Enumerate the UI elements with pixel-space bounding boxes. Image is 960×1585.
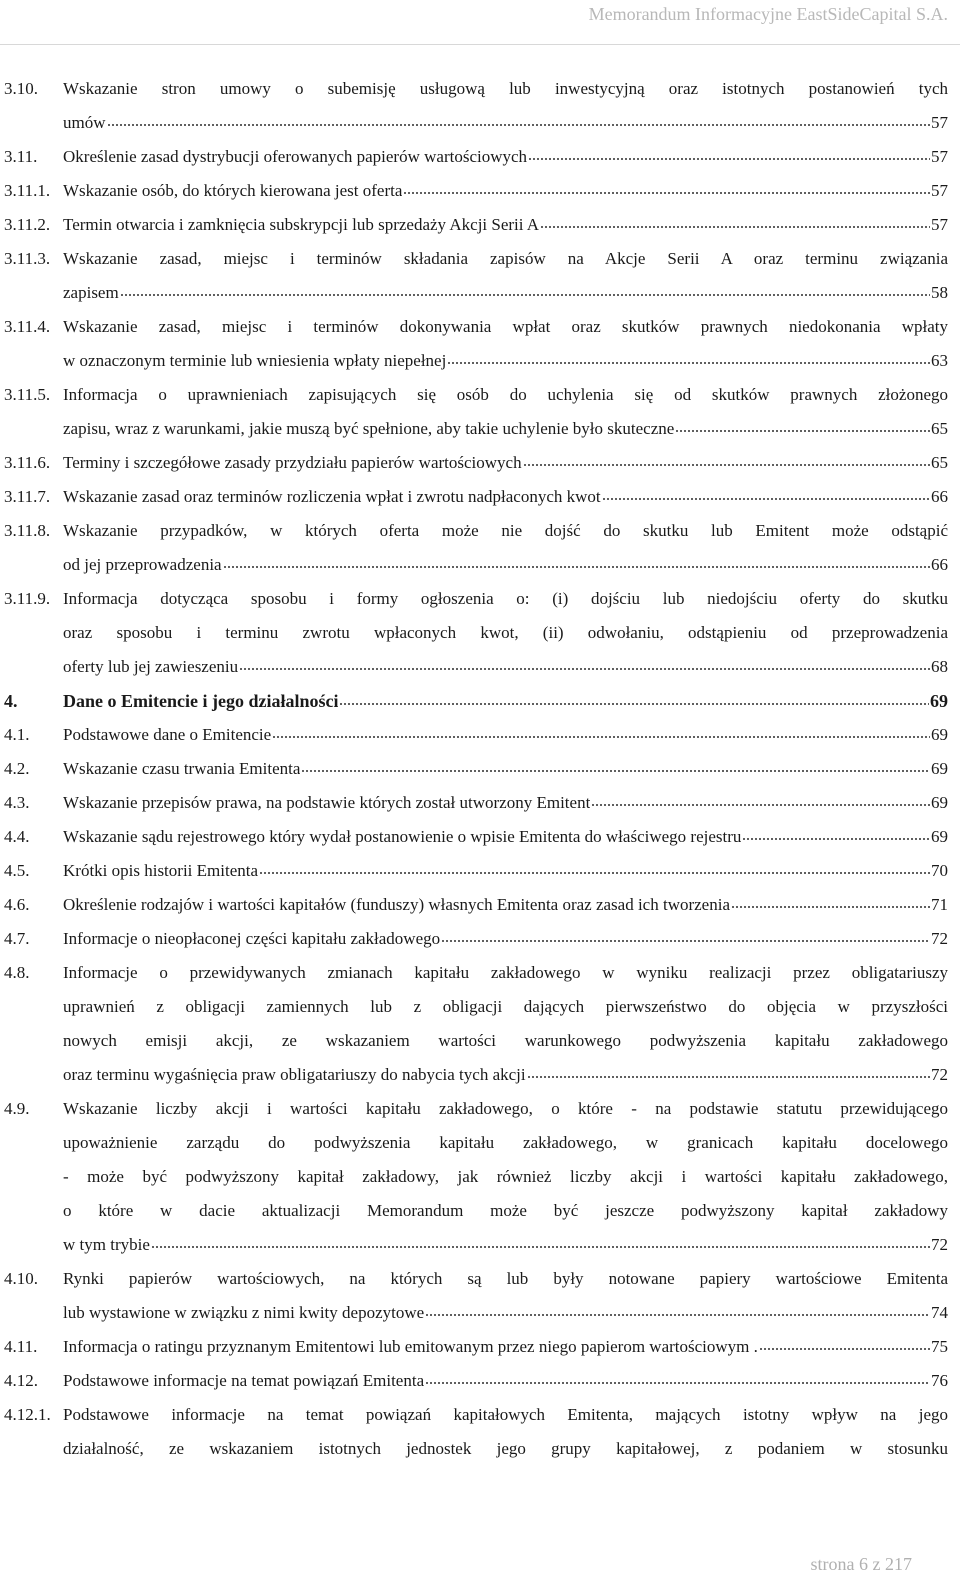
toc-entry-last-line — [63, 140, 948, 174]
dot-leader — [527, 1063, 930, 1080]
toc-entry-number: 3.11.4. — [4, 317, 51, 336]
toc-entry-title: - może być podwyższony kapitał zakładowy, jak również liczby akcji i wartości kapitału zakładowego, — [63, 1167, 948, 1186]
toc-page-number: 69 — [931, 725, 948, 744]
toc-entry[interactable] — [4, 922, 948, 956]
dot-leader — [441, 927, 930, 944]
toc-entry-last-line — [63, 650, 948, 684]
page-number: strona 6 z 217 — [810, 1554, 912, 1574]
toc-entry-number: 3.11.6. — [4, 453, 51, 472]
toc-entry[interactable] — [4, 956, 948, 1092]
toc-entry[interactable] — [4, 140, 948, 174]
toc-entry-number: 4.4. — [4, 827, 30, 846]
toc-entry[interactable] — [4, 684, 948, 718]
toc-entry-body — [63, 140, 948, 174]
toc-entry-title: Rynki papierów wartościowych, na których są lub były notowane papiery wartościowe Emitenta — [63, 1269, 948, 1288]
toc-page-number: 75 — [931, 1337, 948, 1356]
toc-entry-body — [63, 446, 948, 480]
toc-page-number: 72 — [931, 1235, 948, 1254]
toc-entry-title: Określenie rodzajów i wartości kapitałów (funduszy) własnych Emitenta oraz zasad ich tworzenia — [63, 895, 731, 914]
toc-entry-last-line — [63, 718, 948, 752]
toc-entry[interactable] — [4, 208, 948, 242]
toc-entry-title: Krótki opis historii Emitenta — [63, 861, 259, 880]
toc-page-number: 71 — [931, 895, 948, 914]
toc-entry-title: Podstawowe informacje na temat powiązań kapitałowych Emitenta, mających istotny wpływ na jego — [63, 1405, 948, 1424]
toc-entry[interactable] — [4, 582, 948, 684]
toc-entry[interactable] — [4, 1092, 948, 1262]
toc-entry-number: 3.11.2. — [4, 215, 51, 234]
toc-entry-title: Wskazanie zasad, miejsc i terminów składania zapisów na Akcje Serii A oraz terminu związania — [63, 249, 948, 268]
toc-entry[interactable] — [4, 242, 948, 310]
toc-entry-number: 4.8. — [4, 963, 30, 982]
toc-page-number: 69 — [931, 827, 948, 846]
toc-entry-number: 4.2. — [4, 759, 30, 778]
toc-entry-title: Wskazanie osób, do których kierowana jest oferta — [63, 181, 403, 200]
toc-entry[interactable] — [4, 174, 948, 208]
toc-entry-title: zapisem — [63, 283, 119, 302]
toc-entry-number: 4.9. — [4, 1099, 30, 1118]
toc-entry-last-line — [63, 1058, 948, 1092]
toc-entry-title: Informacja o ratingu przyznanym Emitentowi lub emitowanym przez niego papierom wartościowym . — [63, 1337, 758, 1356]
toc-entry-number: 4.12. — [4, 1371, 38, 1390]
toc-entry-last-line — [63, 820, 948, 854]
toc-entry-title: Informacje o nieopłaconej części kapitału zakładowego — [63, 929, 441, 948]
toc-entry-last-line — [63, 752, 948, 786]
toc-entry-number: 3.11.1. — [4, 181, 51, 200]
toc-entry-body — [63, 888, 948, 922]
toc-entry-number: 3.11.7. — [4, 487, 51, 506]
toc-entry-title: oferty lub jej zawieszeniu — [63, 657, 239, 676]
dot-leader — [675, 417, 930, 434]
toc-page-number: 70 — [931, 861, 948, 880]
toc-entry-body — [63, 174, 948, 208]
toc-entry[interactable] — [4, 1364, 948, 1398]
toc-entry-body — [63, 480, 948, 514]
toc-entry[interactable] — [4, 1262, 948, 1330]
toc-entry-body — [63, 1364, 948, 1398]
toc-entry[interactable] — [4, 72, 948, 140]
toc-page-number: 66 — [931, 487, 948, 506]
toc-entry-body — [63, 820, 948, 854]
toc-entry-body — [63, 786, 948, 820]
toc-page-number: 74 — [931, 1303, 948, 1322]
toc-page-number: 58 — [931, 283, 948, 302]
dot-leader — [339, 689, 929, 707]
toc-entry[interactable] — [4, 718, 948, 752]
toc-entry-title: Dane o Emitencie i jego działalności — [63, 691, 339, 711]
toc-entry-title: zapisu, wraz z warunkami, jakie muszą być spełnione, aby takie uchylenie było skuteczne — [63, 419, 675, 438]
toc-entry-body — [63, 72, 948, 140]
toc-entry-last-line — [63, 412, 948, 446]
toc-entry[interactable] — [4, 480, 948, 514]
toc-page-number: 69 — [931, 759, 948, 778]
toc-entry-title: Podstawowe informacje na temat powiązań Emitenta — [63, 1371, 425, 1390]
toc-entry-last-line — [63, 1364, 948, 1398]
toc-entry-body — [63, 310, 948, 378]
toc-entry-title: Podstawowe dane o Emitencie — [63, 725, 272, 744]
toc-entry-last-line — [63, 1330, 948, 1364]
toc-entry-title: Wskazanie liczby akcji i wartości kapitału zakładowego, o które - na podstawie statutu przewidującego — [63, 1099, 948, 1118]
toc-entry-last-line — [63, 174, 948, 208]
toc-entry-title: Termin otwarcia i zamknięcia subskrypcji lub sprzedaży Akcji Serii A — [63, 215, 540, 234]
toc-page-number: 57 — [931, 181, 948, 200]
toc-entry-title: Wskazanie sądu rejestrowego który wydał postanowienie o wpisie Emitenta do właściwego rejestru — [63, 827, 742, 846]
toc-entry-last-line — [63, 106, 948, 140]
toc-entry-number: 3.11.3. — [4, 249, 51, 268]
toc-page-number: 63 — [931, 351, 948, 370]
toc-page-number: 69 — [930, 691, 948, 711]
toc-entry-number: 3.11.8. — [4, 521, 51, 540]
toc-entry-title: Wskazanie przepisów prawa, na podstawie których został utworzony Emitent — [63, 793, 591, 812]
toc-entry-last-line — [63, 888, 948, 922]
toc-entry-body — [63, 514, 948, 582]
toc-entry-body — [63, 582, 948, 684]
toc-page-number: 57 — [931, 215, 948, 234]
toc-entry-last-line — [63, 344, 948, 378]
dot-leader — [403, 179, 930, 196]
toc-entry-body — [63, 854, 948, 888]
toc-page-number: 65 — [931, 419, 948, 438]
toc-entry-title: Wskazanie zasad, miejsc i terminów dokonywania wpłat oraz skutków prawnych niedokonania wpłaty — [63, 317, 948, 336]
toc-page-number: 69 — [931, 793, 948, 812]
dot-leader — [425, 1301, 930, 1318]
toc-entry-number: 3.11. — [4, 147, 38, 166]
toc-entry-title: uprawnień z obligacji zamiennych lub z obligacji dających pierwszeństwo do objęcia w przyszłości — [63, 997, 948, 1016]
dot-leader — [540, 213, 930, 230]
toc-page-number: 76 — [931, 1371, 948, 1390]
toc-entry[interactable] — [4, 446, 948, 480]
toc-entry-body — [63, 922, 948, 956]
toc-entry[interactable] — [4, 888, 948, 922]
toc-page-number: 66 — [931, 555, 948, 574]
table-of-contents — [4, 72, 948, 1466]
toc-entry-last-line — [63, 548, 948, 582]
toc-entry-title: Określenie zasad dystrybucji oferowanych papierów wartościowych — [63, 147, 528, 166]
dot-leader — [759, 1335, 930, 1352]
dot-leader — [107, 111, 931, 128]
dot-leader — [259, 859, 930, 876]
toc-entry-title: Wskazanie stron umowy o subemisję usługową lub inwestycyjną oraz istotnych postanowień tych — [63, 79, 948, 98]
toc-entry[interactable] — [4, 514, 948, 582]
header-divider — [0, 44, 960, 45]
toc-entry-title: Wskazanie czasu trwania Emitenta — [63, 759, 301, 778]
toc-entry-title: upoważnienie zarządu do podwyższenia kapitału zakładowego, w granicach kapitału docelowego — [63, 1133, 948, 1152]
toc-entry-body — [63, 242, 948, 310]
dot-leader — [523, 451, 930, 468]
dot-leader — [272, 723, 930, 740]
toc-entry-title: oraz terminu wygaśnięcia praw obligatariuszy do nabycia tych akcji — [63, 1065, 526, 1084]
toc-entry-number: 4.11. — [4, 1337, 38, 1356]
toc-entry-title: Wskazanie przypadków, w których oferta może nie dojść do skutku lub Emitent może odstąpić — [63, 521, 948, 540]
dot-leader — [447, 349, 930, 366]
toc-entry-title: nowych emisji akcji, ze wskazaniem wartości warunkowego podwyższenia kapitału zakładowego — [63, 1031, 948, 1050]
toc-entry-body — [63, 1398, 948, 1466]
toc-entry-last-line — [63, 1296, 948, 1330]
toc-page-number: 72 — [931, 929, 948, 948]
toc-entry-number: 4.10. — [4, 1269, 38, 1288]
toc-entry-number: 4.3. — [4, 793, 30, 812]
toc-entry-number: 4. — [4, 691, 18, 711]
toc-entry-title: Informacje o przewidywanych zmianach kapitału zakładowego w wyniku realizacji przez obligatariuszy — [63, 963, 948, 982]
toc-entry-title: Informacja dotycząca sposobu i formy ogłoszenia o: (i) dojściu lub niedojściu oferty do skutku — [63, 589, 948, 608]
toc-entry[interactable] — [4, 786, 948, 820]
toc-entry-number: 4.1. — [4, 725, 30, 744]
toc-entry-last-line — [63, 480, 948, 514]
toc-entry-body — [63, 1262, 948, 1330]
toc-page-number: 57 — [931, 113, 948, 132]
toc-entry-number: 3.11.5. — [4, 385, 51, 404]
toc-entry[interactable] — [4, 378, 948, 446]
toc-entry-title: lub wystawione w związku z nimi kwity depozytowe — [63, 1303, 425, 1322]
toc-entry-number: 3.10. — [4, 79, 38, 98]
toc-entry-body — [63, 378, 948, 446]
dot-leader — [528, 145, 930, 162]
toc-entry-last-line — [63, 446, 948, 480]
toc-entry-title: od jej przeprowadzenia — [63, 555, 222, 574]
toc-entry[interactable] — [4, 854, 948, 888]
toc-entry[interactable] — [4, 752, 948, 786]
dot-leader — [223, 553, 930, 570]
dot-leader — [151, 1233, 930, 1250]
toc-entry-number: 4.6. — [4, 895, 30, 914]
toc-entry-body — [63, 1092, 948, 1262]
dot-leader — [301, 757, 930, 774]
dot-leader — [731, 893, 930, 910]
toc-entry-last-line — [63, 684, 948, 718]
toc-entry-title: działalność, ze wskazaniem istotnych jednostek jego grupy kapitałowej, z podaniem w stosunku — [63, 1439, 948, 1458]
toc-page-number: 57 — [931, 147, 948, 166]
toc-entry-number: 3.11.9. — [4, 589, 51, 608]
dot-leader — [425, 1369, 930, 1386]
toc-entry[interactable] — [4, 1330, 948, 1364]
dot-leader — [602, 485, 930, 502]
toc-entry[interactable] — [4, 1398, 948, 1466]
toc-entry[interactable] — [4, 820, 948, 854]
toc-entry-title: Terminy i szczegółowe zasady przydziału papierów wartościowych — [63, 453, 522, 472]
toc-entry-last-line — [63, 854, 948, 888]
toc-entry-title: o które w dacie aktualizacji Memorandum może być jeszcze podwyższony kapitał zakładowy — [63, 1201, 948, 1220]
dot-leader — [742, 825, 930, 842]
toc-entry-body — [63, 752, 948, 786]
toc-entry-last-line — [63, 922, 948, 956]
toc-page-number: 68 — [931, 657, 948, 676]
toc-entry[interactable] — [4, 310, 948, 378]
toc-entry-title: Wskazanie zasad oraz terminów rozliczenia wpłat i zwrotu nadpłaconych kwot — [63, 487, 601, 506]
dot-leader — [591, 791, 930, 808]
toc-page-number: 65 — [931, 453, 948, 472]
toc-entry-body — [63, 718, 948, 752]
toc-entry-body — [63, 208, 948, 242]
toc-entry-title: Informacja o uprawnieniach zapisujących się osób do uchylenia się od skutków prawnych złożonego — [63, 385, 948, 404]
dot-leader — [239, 655, 930, 672]
toc-entry-last-line — [63, 786, 948, 820]
toc-entry-number: 4.12.1. — [4, 1405, 51, 1424]
toc-entry-last-line — [63, 208, 948, 242]
dot-leader — [120, 281, 930, 298]
toc-entry-body — [63, 684, 948, 718]
toc-entry-number: 4.7. — [4, 929, 30, 948]
toc-entry-title: w oznaczonym terminie lub wniesienia wpłaty niepełnej — [63, 351, 447, 370]
toc-entry-number: 4.5. — [4, 861, 30, 880]
toc-entry-body — [63, 956, 948, 1092]
toc-page-number: 72 — [931, 1065, 948, 1084]
toc-entry-title: oraz sposobu i terminu zwrotu wpłaconych kwot, (ii) odwołaniu, odstąpieniu od przeprowadzenia — [63, 623, 948, 642]
toc-entry-title: w tym trybie — [63, 1235, 150, 1254]
toc-entry-title: umów — [63, 113, 106, 132]
toc-entry-last-line — [63, 1228, 948, 1262]
toc-entry-body — [63, 1330, 948, 1364]
running-header: Memorandum Informacyjne EastSideCapital S.A. — [588, 4, 948, 24]
toc-entry-last-line — [63, 276, 948, 310]
